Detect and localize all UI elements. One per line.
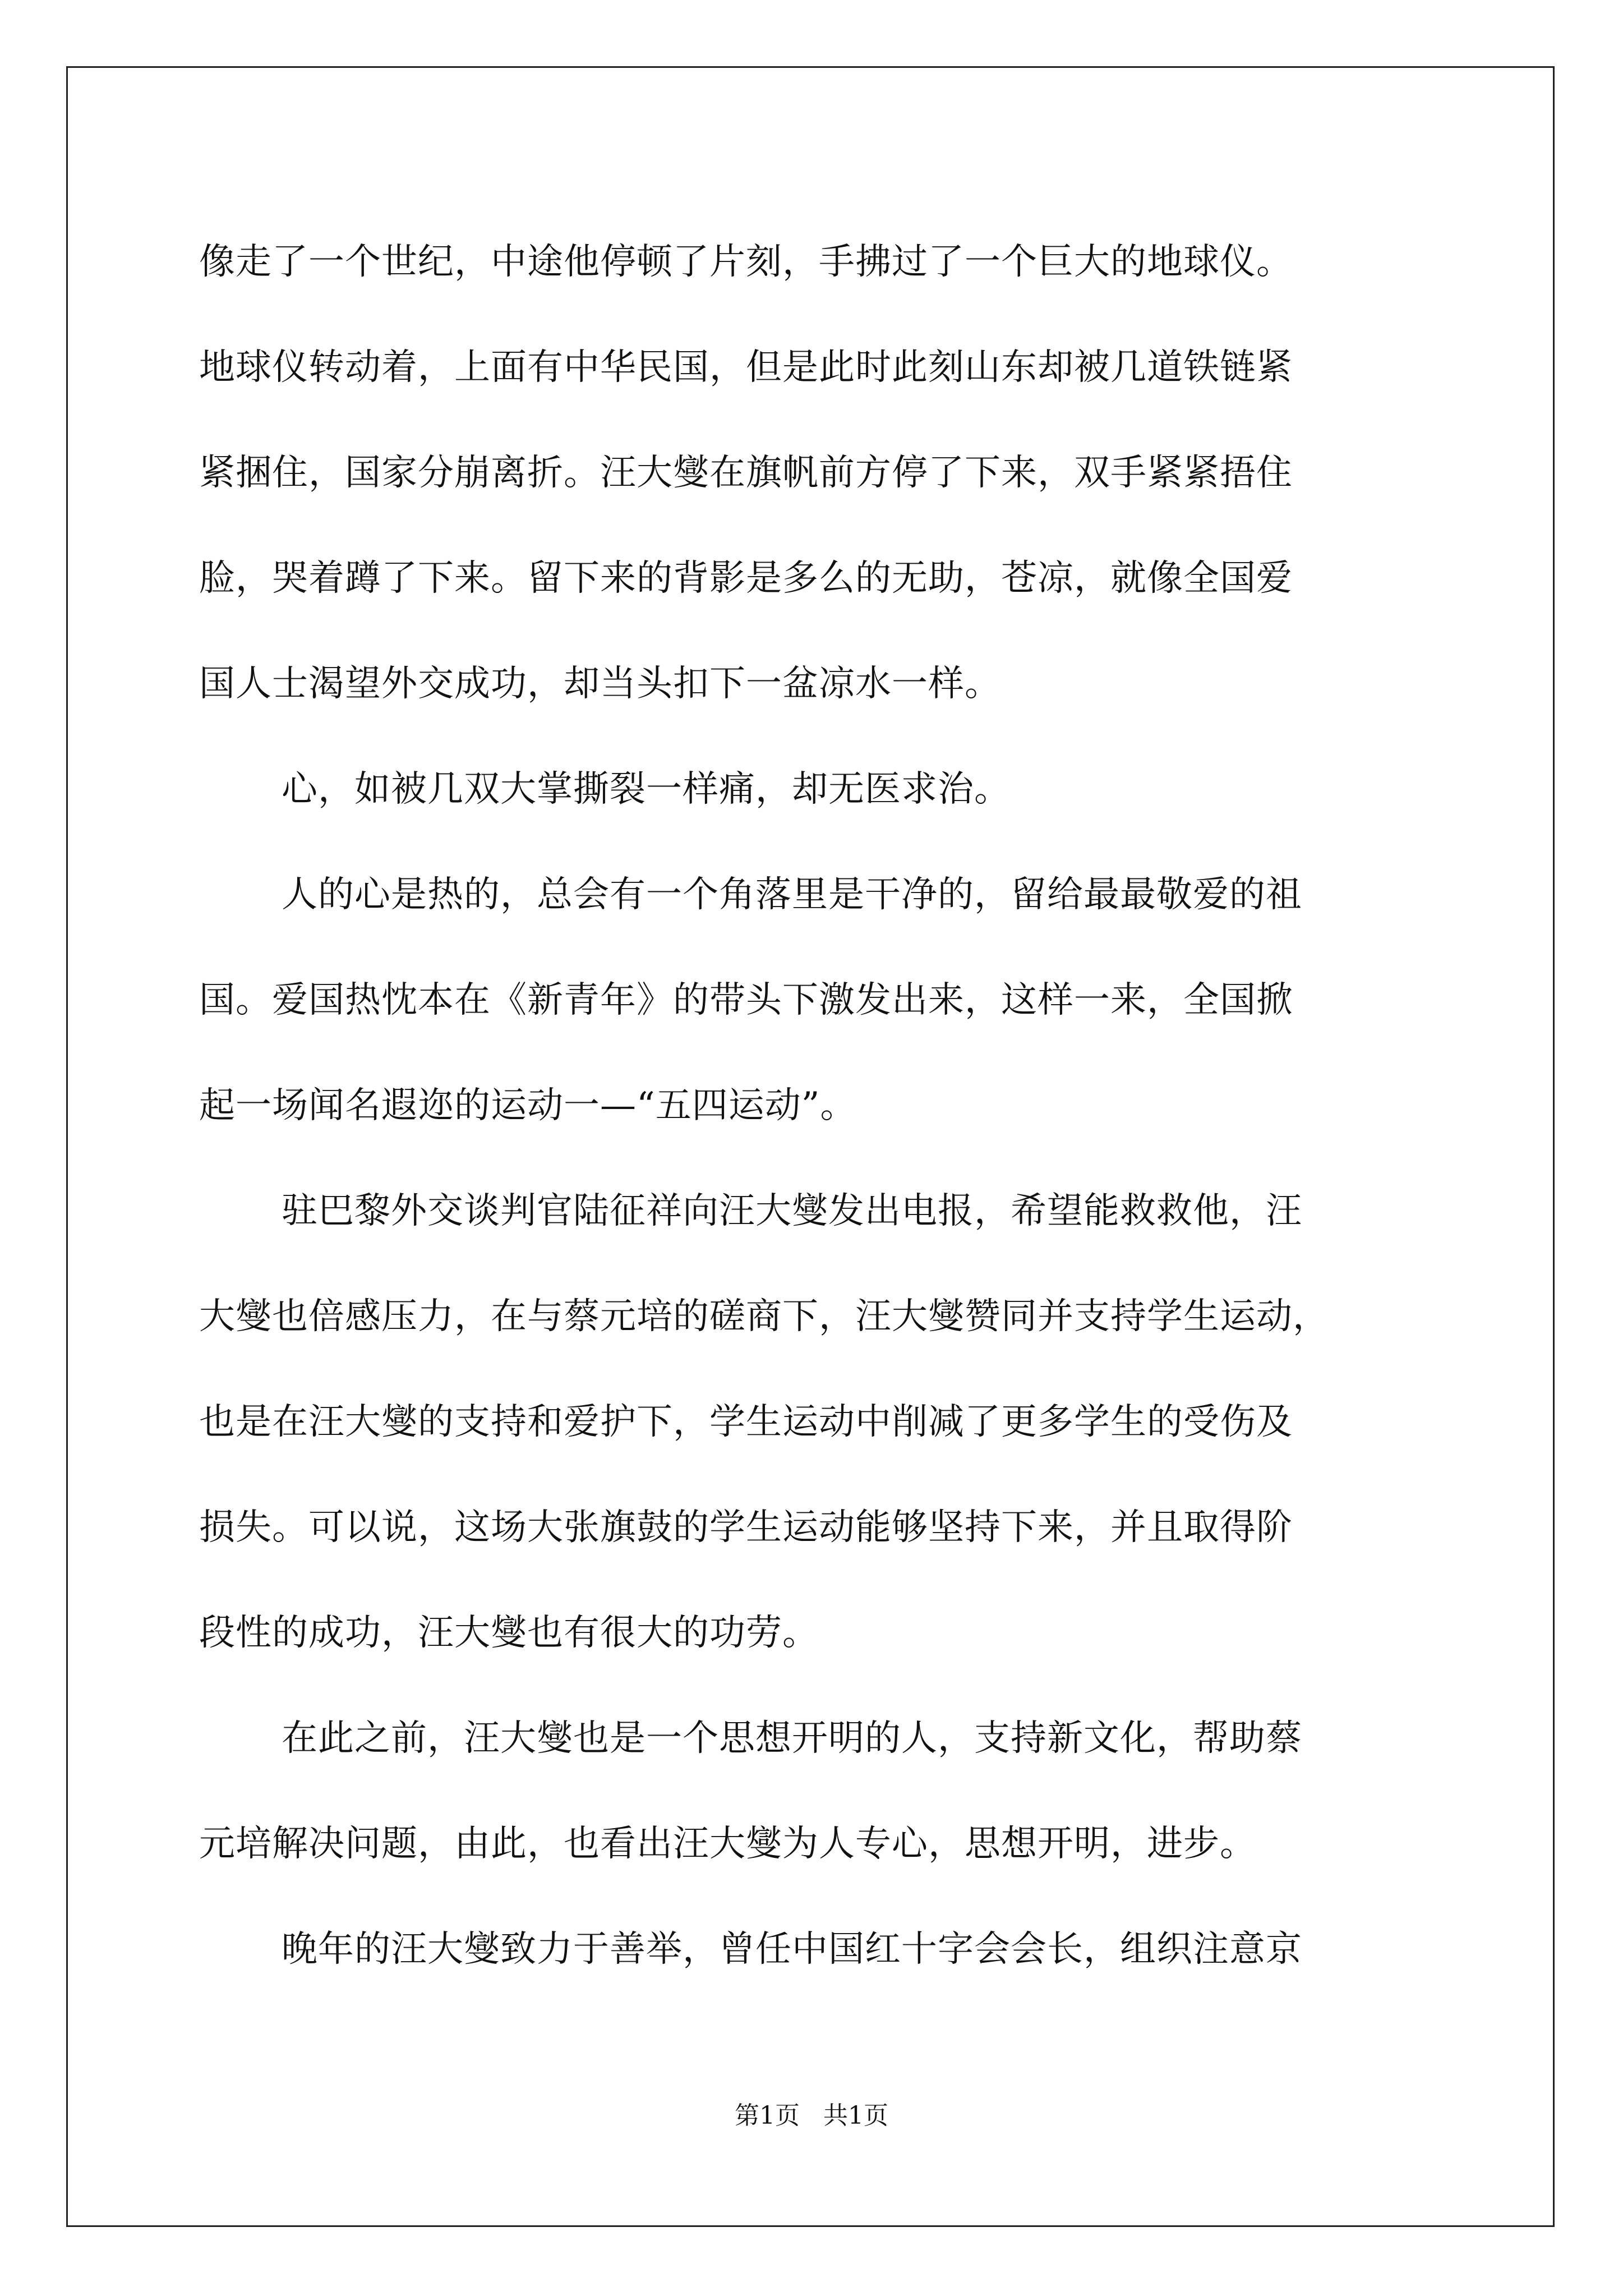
text-line: 大燮也倍感压力，在与蔡元培的磋商下，汪大燮赞同并支持学生运动， bbox=[199, 1296, 1329, 1337]
text-line: 人的心是热的，总会有一个角落里是干净的，留给最最敬爱的祖 bbox=[282, 874, 1302, 915]
text-line: 段性的成功，汪大燮也有很大的功劳。 bbox=[199, 1612, 819, 1654]
text-line: 国。爱国热忱本在《新青年》的带头下激发出来，这样一来，全国掀 bbox=[199, 979, 1293, 1021]
text-line: 也是在汪大燮的支持和爱护下，学生运动中削减了更多学生的受伤及 bbox=[199, 1401, 1293, 1443]
page-footer bbox=[0, 2095, 1623, 2131]
text-line: 像走了一个世纪，中途他停顿了片刻，手拂过了一个巨大的地球仪。 bbox=[199, 241, 1293, 283]
text-line: 晚年的汪大燮致力于善举，曾任中国红十字会会长，组织注意京 bbox=[282, 1929, 1302, 1970]
text-line: 损失。可以说，这场大张旗鼓的学生运动能够坚持下来，并且取得阶 bbox=[199, 1507, 1293, 1548]
document-body bbox=[199, 209, 1461, 2002]
page-number-current: 第1页 bbox=[735, 2101, 800, 2130]
text-line: 脸，哭着蹲了下来。留下来的背影是多么的无助，苍凉，就像全国爱 bbox=[199, 558, 1293, 599]
page-number-total: 共1页 bbox=[823, 2101, 888, 2130]
text-line: 驻巴黎外交谈判官陆征祥向汪大燮发出电报，希望能救救他，汪 bbox=[282, 1190, 1302, 1232]
text-line: 元培解决问题，由此，也看出汪大燮为人专心，思想开明，进步。 bbox=[199, 1823, 1256, 1865]
text-line: 紧捆住，国家分崩离折。汪大燮在旗帆前方停了下来，双手紧紧捂住 bbox=[199, 452, 1293, 494]
text-line: 地球仪转动着，上面有中华民国，但是此时此刻山东却被几道铁链紧 bbox=[199, 347, 1293, 388]
text-line: 起一场闻名遐迩的运动一—“五四运动”。 bbox=[199, 1085, 857, 1126]
text-line: 国人士渴望外交成功，却当头扣下一盆凉水一样。 bbox=[199, 663, 1001, 705]
text-line: 心，如被几双大掌撕裂一样痛，却无医求治。 bbox=[282, 769, 1011, 810]
text-line: 在此之前，汪大燮也是一个思想开明的人，支持新文化，帮助蔡 bbox=[282, 1718, 1302, 1759]
